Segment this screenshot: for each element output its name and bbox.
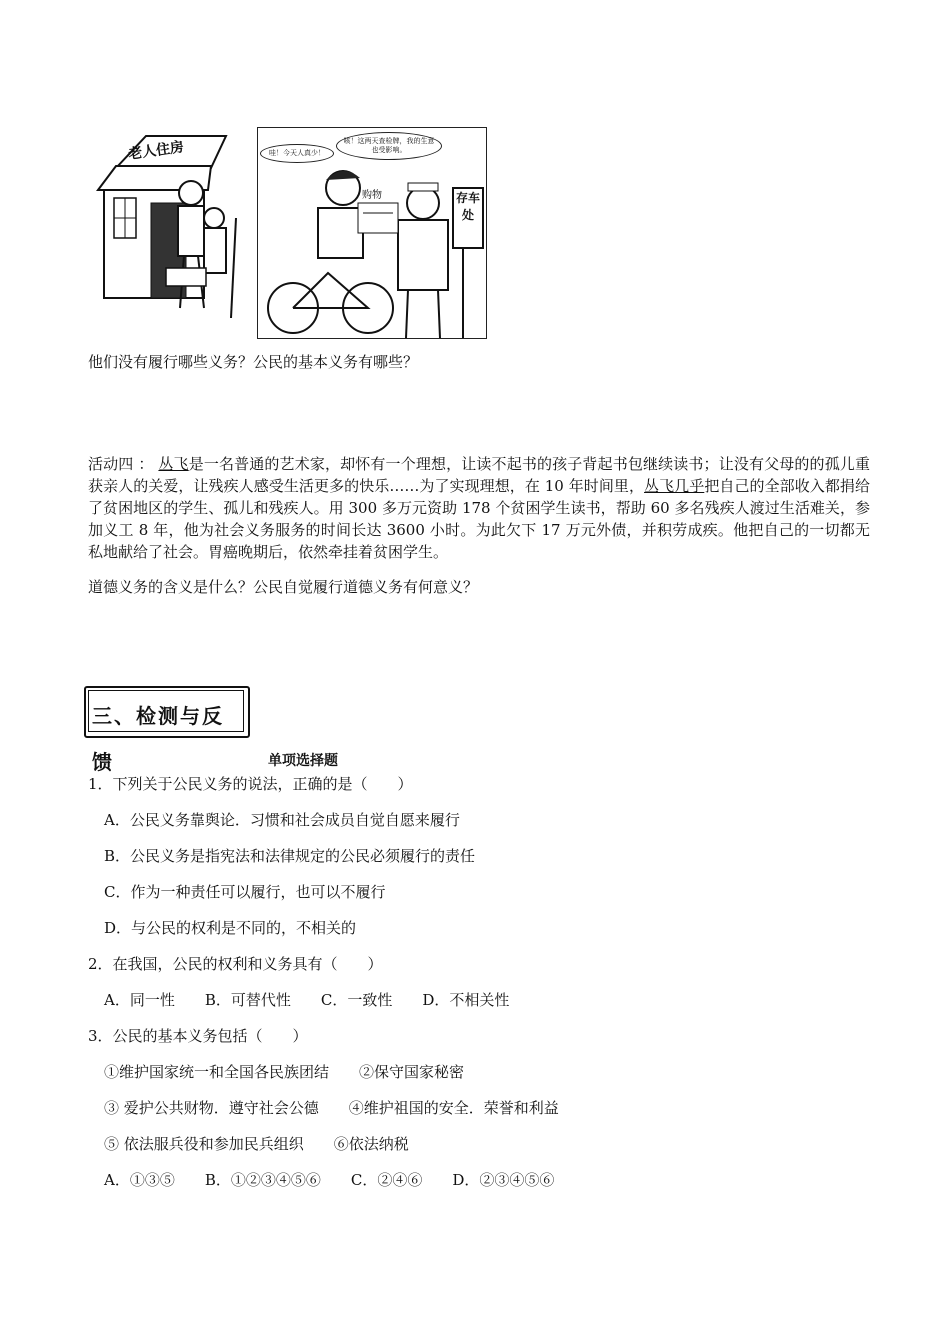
activity4-label: 活动四 ：: [88, 455, 154, 473]
question-1-option-a: A．公民义务靠舆论．习惯和社会成员自觉自愿来履行: [104, 811, 460, 829]
question-1-option-d: D．与公民的权利是不同的，不相关的: [104, 919, 357, 937]
activity4-name: 丛飞: [158, 455, 189, 473]
section3-title: 三、检测与反: [92, 704, 224, 728]
question-3-options: A．①③⑤ B．①②③④⑤⑥ C．②④⑥ D．②③④⑤⑥: [104, 1171, 555, 1189]
question-1-option-b: B．公民义务是指宪法和法律规定的公民必须履行的责任: [104, 847, 476, 865]
activity4-text-a: 是一名普通的艺术家，却怀有一个理想，让读不起书的孩子背起书包继续读书；让没有父母的的孤儿重获亲人的关爱，让残疾人感受生活更多的快乐……为了实现理想，在 10 年时间里，: [88, 455, 870, 495]
comic-right-illustration: [257, 127, 487, 339]
house-sign-text: 老人住房: [127, 139, 185, 163]
question-1-option-c: C．作为一种责任可以履行，也可以不履行: [104, 883, 386, 901]
question-2-stem: 2．在我国，公民的权利和义务具有（ ）: [88, 955, 383, 973]
speech-bubble-right: 咳！这两天查检牌，我的生意也受影响。: [336, 132, 442, 160]
shop-front-text: 购物: [362, 190, 382, 201]
section3-title-tail: 馈: [92, 750, 112, 774]
question-text: 他们没有履行哪些义务？公民的基本义务有哪些？: [88, 353, 419, 371]
question-2-options: A．同一性 B．可替代性 C．一致性 D．不相关性: [104, 991, 510, 1009]
bike-storage-sign: 存车处: [456, 191, 481, 222]
question-3-stem: 3．公民的基本义务包括（ ）: [88, 1027, 308, 1045]
question-3-item-line-1: ①维护国家统一和全国各民族团结 ②保守国家秘密: [104, 1063, 465, 1081]
activity4-question: 道德义务的含义是什么？公民自觉履行道德义务有何意义？: [88, 578, 479, 596]
section3-subtitle: 单项选择题: [268, 753, 338, 769]
activity4-paragraph: [88, 453, 870, 563]
question-3-item-line-2: ③ 爱护公共财物．遵守社会公德 ④维护祖国的安全．荣誉和利益: [104, 1099, 559, 1117]
speech-bubble-left: 哇！今天人真少！: [260, 144, 334, 163]
activity4-text-b: 把自己的全部收入都捐给了贫困地区的学生、孤儿和残疾人。用 300 多万元资助 178 个贫困学生读书，帮助 60 多名残疾人渡过生活难关，参加义工 8 年，他为社会义务服务的时间长达 3600 小时。为此欠下 17 万元外债，并积劳成疾。他把自己的一切都无私地献给了社会。胃癌晚期后，依然牵挂着贫困学生。: [88, 477, 870, 561]
activity4-name2: 丛飞几乎: [644, 477, 705, 495]
question-1-stem: 1．下列关于公民义务的说法，正确的是（ ）: [88, 775, 413, 793]
question-3-item-line-3: ⑤ 依法服兵役和参加民兵组织 ⑥依法纳税: [104, 1135, 409, 1153]
